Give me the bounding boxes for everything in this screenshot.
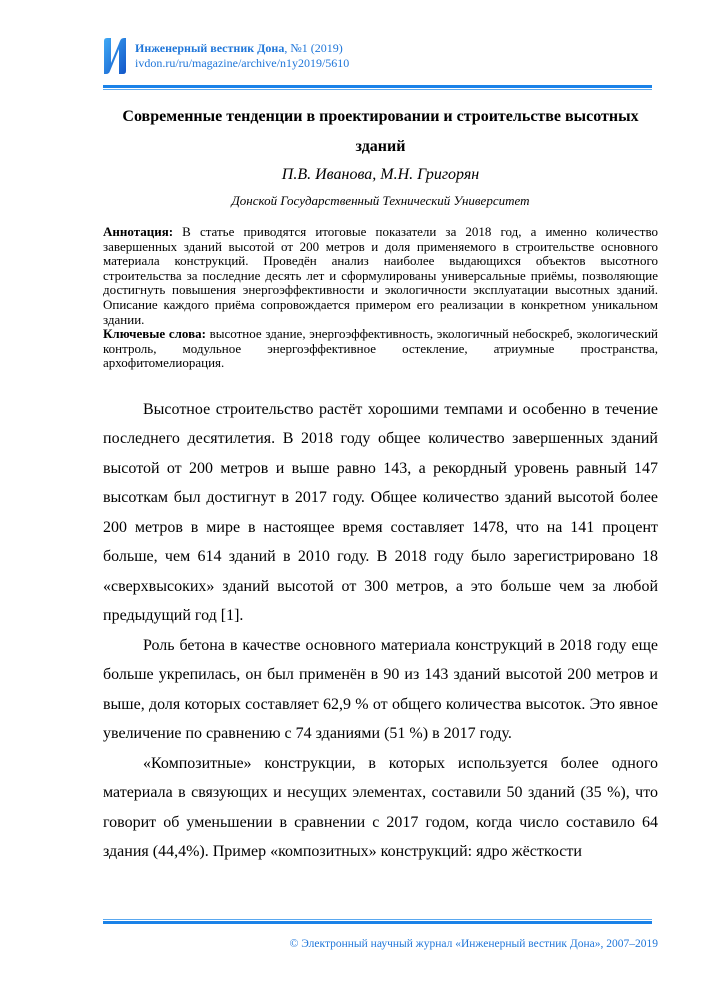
article-affiliation: Донской Государственный Технический Университет (231, 193, 530, 208)
article-body (103, 395, 658, 867)
abstract-text: В статье приводятся итоговые показатели за 2018 год, а именно количество завершенных зданий высотой от 200 метров и доля применяемого в строительстве основного материала конструкций. Проведён анализ наиболее выдающихся объектов высотного строительства за последние десять лет и сформулированы универсальные приёмы, позволяющие достигнуть повышения энергоэффективности и экологичности эксплуатации высотных зданий. Описание каждого приёма сопровождается примером его реализации в конкретном уникальном здании. (103, 224, 658, 327)
journal-name: Инженерный вестник Дона (135, 41, 285, 55)
journal-issue: , №1 (2019) (284, 41, 343, 55)
footer-divider (103, 919, 652, 925)
article-url[interactable]: ivdon.ru/ru/magazine/archive/n1y2019/5610 (135, 56, 350, 70)
keywords-label: Ключевые слова: (103, 326, 206, 342)
article-authors: П.В. Иванова, М.Н. Григорян (281, 166, 480, 183)
journal-header (103, 36, 349, 76)
header-divider (103, 85, 652, 91)
article-content (103, 102, 658, 867)
abstract (103, 225, 658, 327)
abstract-label: Аннотация: (103, 224, 174, 239)
article-title: Современные тенденции в проектировании и строительстве высотных зданий (122, 108, 639, 155)
footer-copyright: © Электронный научный журнал «Инженерный вестник Дона», 2007–2019 (289, 938, 658, 950)
body-paragraph: Высотное строительство растёт хорошими темпами и особенно в течение последнего десятилетия. В 2018 году общее количество завершенных зданий высотой от 200 метров и выше равно 143, а рекордный уровень равный 147 высоткам был достигнут в 2017 году. Общее количество зданий высотой более 200 метров в мире в настоящее время составляет 1478, что на 141 процент больше, чем 614 зданий в 2010 году. В 2018 году было зарегистрировано 18 «сверхвысоких» зданий высотой от 300 метров, а это больше чем за любой предыдущий год [1]. (103, 400, 658, 625)
body-paragraph: «Композитные» конструкции, в которых используется более одного материала в связующих и несущих элементах, составили 50 зданий (35 %), что говорит об уменьшении в сравнении с 2017 годом, когда число составило 64 здания (44,4%). Пример «композитных» конструкций: ядро жёсткости (103, 754, 658, 861)
body-paragraph: Роль бетона в качестве основного материала конструкций в 2018 году еще больше укрепилась, он был применён в 90 из 143 зданий высотой 200 метров и выше, доля которых составляет 62,9 % от общего количества высоток. Это явное увеличение по сравнению с 74 зданиями (51 %) в 2017 году. (103, 636, 658, 743)
journal-logo-icon (103, 37, 127, 75)
keywords-text: высотное здание, энергоэффективность, экологичный небоскреб, экологический контроль, модульное энергоэффективное остекление, атриумные пространства, архофитомелиорация. (103, 326, 658, 371)
keywords (103, 327, 658, 371)
